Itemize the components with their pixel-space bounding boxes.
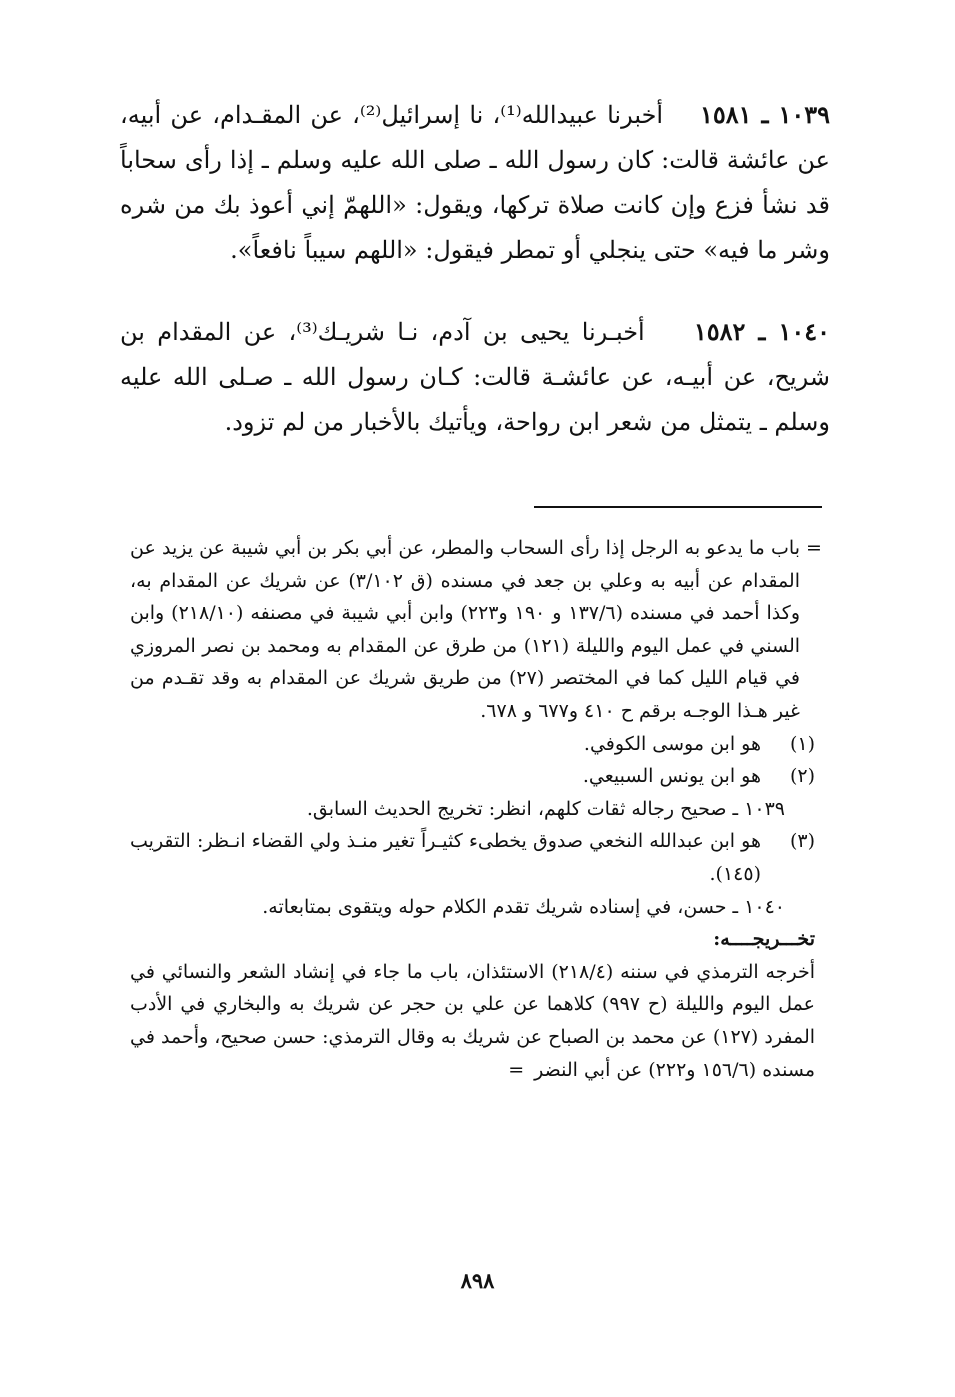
hadith-text: أخبـرنا يحيى بن آدم، نـا شريـك⁽³⁾، عن المقدام بن شريح، عن أبيـه، عن عائشـة قالت: كـان رسول الله ـ صـلى الله عليه وسلم ـ يتمثل من شعر ابن رواحة، ويأتيك بالأخبار من لم تزود. (120, 318, 830, 436)
footnote-1 (130, 728, 825, 761)
continuation-mark: = (508, 1058, 525, 1081)
hadith-text: أخبرنا عبيدالله⁽¹⁾، نا إسرائيل⁽²⁾، عن المقـدام، عن أبيه، عن عائشة قالت: كان رسول الله ـ صلى الله عليه وسلم ـ إذا رأى سحاباً قد نشأ فزع وإن كانت صلاة تركها، ويقول: «اللهمّ إني أعوذ بك من شره وشر ما فيه» حتى ينجلي أو تمطر فيقول: «اللهم سيباً نافعاً». (120, 101, 830, 264)
page-number: ٨٩٨ (460, 1268, 495, 1293)
footnote-2 (130, 760, 825, 793)
takhrij-heading: تخـــريجــــه: (713, 928, 815, 951)
hadith-number: ١٠٤٠ ـ ١٥٨٢ (693, 317, 831, 346)
hadith-number: ١٠٣٩ ـ ١٥٨١ (699, 100, 831, 129)
hadith-1582 (120, 309, 830, 445)
hadith-1581 (120, 92, 830, 273)
takhrij-text (130, 956, 825, 1086)
footnote-text: هو ابن يونس السبيعي. (582, 765, 761, 788)
continuation-mark: = (806, 537, 822, 559)
footnote-number: (٢) (789, 765, 815, 788)
grading-1039: ١٠٣٩ ـ صحيح رجاله ثقات كلهم، انظر: تخريج الحديث السابق. (306, 797, 785, 820)
footnote-text: هو ابن موسى الكوفي. (583, 732, 761, 755)
footnote-continuation (130, 532, 825, 728)
footnotes (130, 532, 825, 1086)
hadith-body (120, 92, 830, 445)
takhrij-body: أخرجه الترمذي في سننه (٢١٨/٤) الاستئذان، باب ما جاء في إنشاد الشعر والنسائي في عمل اليوم والليلة (ح ٩٩٧) كلاهما عن علي بن حجر عن شريك به والبخاري في الأدب المفرد (١٢٧) عن محمد بن الصباح عن شريك به وقال الترمذي: حسن صحيح، وأحمد في مسنده (١٥٦/٦ و٢٢٢) عن أبي النضر (130, 960, 816, 1081)
grading-1040: ١٠٤٠ ـ حسن، في إسناده شريك تقدم الكلام حوله ويتقوى بمتابعاته. (262, 895, 785, 918)
footnote-text: هو ابن عبدالله النخعي صدوق يخطىء كثيـراً تغير منـذ ولي القضاء انـظر: التقريب (١٤٥). (130, 830, 761, 885)
footnote-3 (130, 825, 825, 890)
footnote-continuation-text: باب ما يدعو به الرجل إذا رأى السحاب والمطر، عن أبي بكر بن أبي شيبة عن يزيد عن المقدام عن أبيه به وعلي بن جعد في مسنده (ق ٣/١٠٢) عن شريك عن المقدام به، وكذا أحمد في مسنده (١٣٧/٦ و ١٩٠ و٢٢٣) وابن أبي شيبة في مصنفه (٢١٨/١٠) وابن السني في عمل اليوم والليلة (١٢١) من طرق عن المقدام به ومحمد بن نصر المروزي في قيام الليل كما في المختصر (٢٧) من طريق شريك عن المقدام به وقد تقـدم من غير هـذا الوجـه برقم ح ٤١٠ و٦٧٧ و ٦٧٨. (130, 537, 801, 722)
footnote-separator (534, 506, 822, 508)
footnote-number: (١) (789, 732, 815, 755)
footnote-number: (٣) (789, 830, 815, 853)
